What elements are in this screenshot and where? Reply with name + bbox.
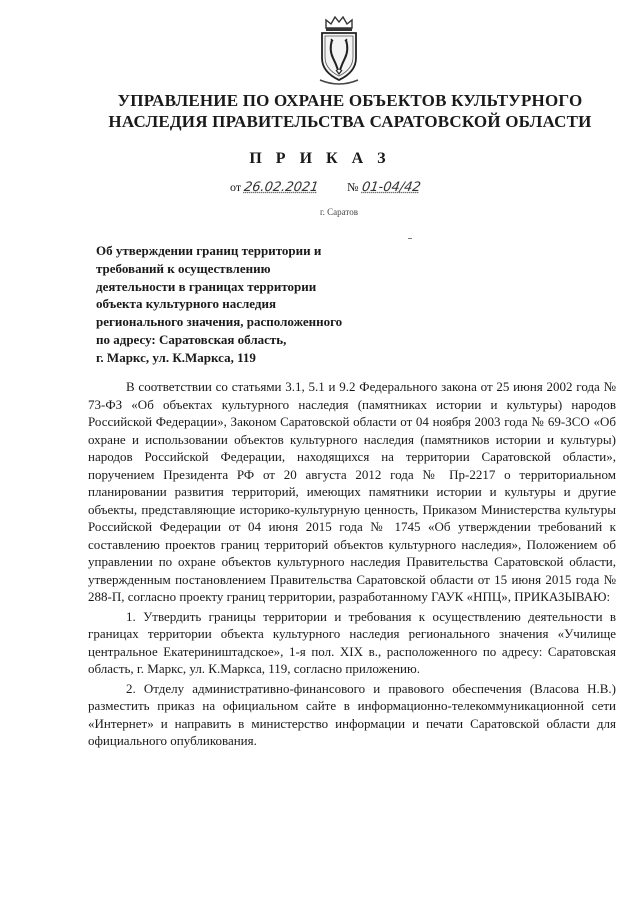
date-prefix: от [230,180,242,194]
subject-line: деятельности в границах территории [96,278,317,294]
order-date-number [230,180,452,195]
preamble-paragraph: В соответствии со статьями 3.1, 5.1 и 9.2 Федерального закона от 25 июня 2002 года № 73-ФЗ «Об объектах культурного наследия (памятниках истории и культуры) народов Российской Федерации», Законом Саратовской области от 04 ноября 2003 года № 69-ЗСО «Об охране и использовании объектов культурного наследия (памятников истории и культуры) народов Российской Федерации, находящихся на территории Саратовской области», поручением Президента РФ от 20 августа 2012 года № Пр-2217 о территориальном планировании развития территорий, имеющих памятники истории и культуры и другие объекты, представляющие историко-культурную ценность, Приказом Министерства культуры Российской Федерации от 04 июня 2015 года № 1745 «Об утверждении требований к составлению проектов границ территорий объектов культурного наследия», Положением об управлении по охране объектов культурного наследия Правительства Саратовской области, утвержденным постановлением Правительства Саратовской области от 15 июня 2015 года № 288-П, согласно проекту границ территории, разработанному ГАУК «НПЦ», ПРИКАЗЫВАЮ: [88,379,616,604]
order-number: 01-04/42 [360,180,422,195]
order-item-2: 2. Отделу административно-финансового и правового обеспечения (Власова Н.В.) разместить приказ на официальном сайте в информационно-телекоммуникационной сети «Интернет» и направить в министерство информации и печати Саратовской области для официального опубликования. [88,680,616,748]
subject-line: по адресу: Саратовская область, [96,331,287,347]
saratov-coat-of-arms-icon [314,14,364,86]
organization-name [60,90,640,132]
subject-line: Об утверждении границ территории и [96,243,322,258]
scan-mark [408,238,412,239]
document-title: П Р И К А З [249,150,391,167]
order-date: 26.02.2021 [243,180,320,195]
subject-line: г. Маркс, ул. К.Маркса, 119 [96,349,256,365]
subject-line: регионального значения, расположенного [96,314,343,330]
order-subject [96,242,406,367]
subject-line: объекта культурного наследия [96,296,276,312]
order-item-1: 1. Утвердить границы территории и требования к осуществлению деятельности в границах территории объекта культурного наследия регионального значения «Училище центральное Екатериништадское», 1-я пол. XIX в., расположенного по адресу: Саратовская область, г. Маркс, ул. К.Маркса, 119, согласно приложению. [88,608,616,676]
org-line-2: НАСЛЕДИЯ ПРАВИТЕЛЬСТВА САРАТОВСКОЙ ОБЛАСТИ [108,112,592,131]
number-prefix: № [347,180,359,194]
city: г. Саратов [320,207,358,217]
subject-line: требований к осуществлению [96,260,271,276]
order-body [88,378,616,750]
org-line-1: УПРАВЛЕНИЕ ПО ОХРАНЕ ОБЪЕКТОВ КУЛЬТУРНОГО [117,91,583,110]
